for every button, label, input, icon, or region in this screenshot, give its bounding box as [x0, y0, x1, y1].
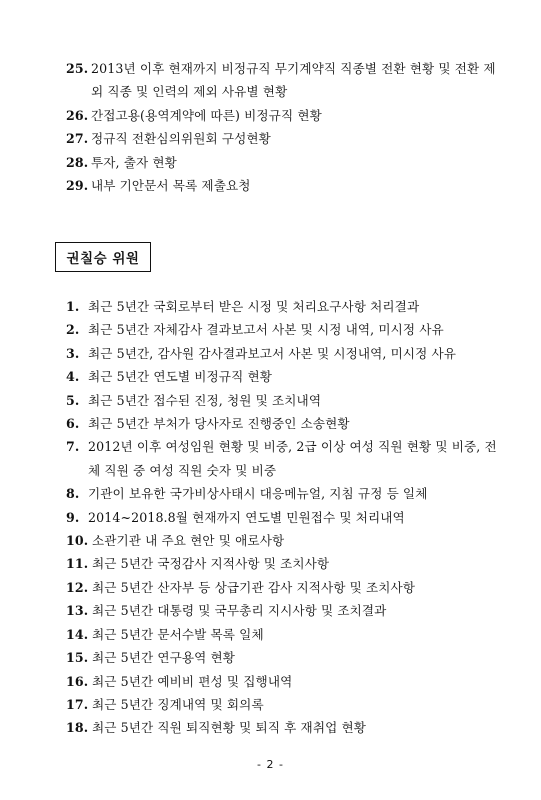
item-number: 12. [66, 579, 89, 595]
item-text: 최근 5년간 문서수발 목록 일체 [92, 626, 264, 642]
list-item [66, 506, 501, 529]
list-item [66, 389, 501, 412]
item-text: 내부 기안문서 목록 제출요청 [91, 178, 251, 194]
list-item [66, 670, 501, 693]
list-item [66, 127, 501, 150]
item-text: 투자, 출자 현황 [91, 154, 177, 170]
item-text: 최근 5년간 예비비 편성 및 집행내역 [92, 673, 293, 689]
item-text: 최근 5년간 부처가 당사자로 진행중인 소송현황 [88, 416, 350, 432]
item-text: 최근 5년간 국회로부터 받은 시정 및 처리요구사항 처리결과 [88, 299, 420, 314]
request-list-continued [66, 57, 501, 197]
list-item [66, 529, 501, 552]
item-number: 26. [66, 107, 89, 123]
item-number: 25. [66, 61, 89, 76]
request-list [66, 295, 501, 740]
item-number: 6. [66, 416, 80, 432]
item-text: 최근 5년간, 감사원 감사결과보고서 사본 및 시정내역, 미시정 사유 [88, 345, 457, 361]
list-item [66, 318, 501, 341]
page-number: - 2 - [257, 758, 284, 771]
item-number: 29. [66, 178, 89, 194]
list-item [66, 716, 501, 739]
list-item [66, 646, 501, 669]
list-item [66, 482, 501, 505]
item-number: 16. [66, 673, 89, 689]
item-number: 9. [66, 509, 80, 525]
section-title-box [55, 242, 151, 272]
list-item [66, 365, 501, 388]
item-text: 간접고용(용역계약에 따른) 비정규직 현황 [91, 107, 322, 123]
item-text: 최근 5년간 산자부 등 상급기관 감사 지적사항 및 조치사항 [92, 579, 416, 595]
item-text: 2012년 이후 여성임원 현황 및 비중, 2급 이상 여성 직원 현황 및 비중, 전체 직원 중 여성 직원 숫자 및 비중 [88, 439, 497, 478]
item-text: 최근 5년간 자체감사 결과보고서 사본 및 시정 내역, 미시정 사유 [88, 322, 444, 338]
item-text: 최근 5년간 연도별 비정규직 현황 [88, 369, 272, 385]
list-item [66, 342, 501, 365]
list-item [66, 576, 501, 599]
item-text: 최근 5년간 접수된 진정, 청원 및 조치내역 [88, 392, 322, 408]
item-number: 3. [66, 345, 80, 361]
item-text: 최근 5년간 직원 퇴직현황 및 퇴직 후 재취업 현황 [92, 720, 366, 736]
item-text: 최근 5년간 징계내역 및 회의록 [92, 696, 264, 712]
item-text: 최근 5년간 연구용역 현황 [92, 650, 236, 666]
item-number: 7. [66, 439, 80, 455]
list-item [66, 623, 501, 646]
list-item [66, 412, 501, 435]
list-item [66, 174, 501, 197]
list-item [66, 435, 501, 482]
list-item [66, 104, 501, 127]
item-text: 최근 5년간 대통령 및 국무총리 지시사항 및 조치결과 [92, 603, 387, 619]
item-number: 27. [66, 131, 89, 147]
item-text: 정규직 전환심의위원회 구성현황 [91, 131, 271, 147]
item-number: 18. [66, 720, 89, 736]
item-number: 5. [66, 392, 80, 408]
list-item [66, 57, 501, 104]
item-number: 14. [66, 626, 89, 642]
list-item [66, 552, 501, 575]
list-item [66, 599, 501, 622]
item-number: 10. [66, 533, 89, 549]
item-text: 2014~2018.8월 현재까지 연도별 민원접수 및 처리내역 [88, 509, 405, 525]
item-number: 17. [66, 696, 89, 712]
item-text: 기관이 보유한 국가비상사태시 대응메뉴얼, 지침 규정 등 일체 [88, 486, 428, 502]
item-text: 최근 5년간 국정감사 지적사항 및 조치사항 [92, 556, 330, 572]
item-number: 15. [66, 650, 89, 666]
list-item [66, 693, 501, 716]
item-number: 28. [66, 154, 89, 170]
section-title: 권칠승 위원 [66, 251, 140, 267]
item-number: 1. [66, 299, 80, 314]
list-item [66, 295, 501, 318]
item-number: 13. [66, 603, 89, 619]
item-number: 11. [66, 556, 89, 572]
list-item [66, 151, 501, 174]
item-number: 8. [66, 486, 80, 502]
item-number: 2. [66, 322, 80, 338]
item-number: 4. [66, 369, 80, 385]
item-text: 2013년 이후 현재까지 비정규직 무기계약직 직종별 전환 현황 및 전환 제외 직종 및 인력의 제외 사유별 현황 [91, 61, 496, 100]
item-text: 소관기관 내 주요 현안 및 애로사항 [92, 533, 285, 549]
